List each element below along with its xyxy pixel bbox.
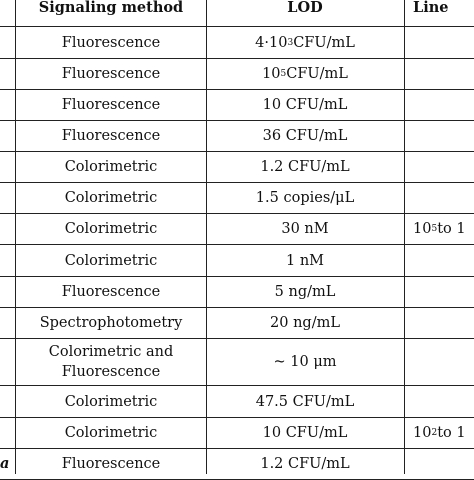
cell-linear-range-unit: to 1 [437,425,466,441]
cell-lod [206,90,404,120]
cell-linear-range: 10 2 to 1 [413,425,466,441]
cell-lod [206,152,404,182]
cell-signaling-method: Fluorescence [61,456,161,472]
cell-signaling-method: Fluorescence [61,34,161,51]
cell-lod-text: 1.2 CFU/mL [260,456,350,472]
cell-lod [206,121,404,151]
header-lod: LOD [287,0,323,16]
cell-lod-text: 5 ng/mL [274,284,336,300]
cell-lod-unit: CFU/mL [293,34,355,51]
cell-lod-text: 10 [262,66,281,82]
cell-signaling-method: Fluorescence [61,97,161,113]
cell-lod [206,277,404,307]
cell-lod-text: 47.5 CFU/mL [255,393,355,410]
cell-signaling-method: Fluorescence [61,66,161,82]
cell-lod [206,308,404,338]
cell-lod-text: 10 CFU/mL [262,425,348,441]
cell-signaling-method: Fluorescence [61,128,161,144]
cell-lod-text: 1 nM [285,252,325,269]
cell-signaling-method: Spectrophotometry [39,315,183,331]
cell-lod-text: 1.2 CFU/mL [260,159,350,175]
cell-lod-text: 36 CFU/mL [262,128,348,144]
header-signaling-method: Signaling method [38,0,184,16]
cell-linear-range-unit: to 1 [437,221,466,237]
cell-lod [206,418,404,448]
cell-lod [206,214,404,244]
cell-lod: 4·10 3 CFU/mL [255,34,355,51]
cell-linear-range-text: 10 [413,425,432,441]
cell-lod-text: ~ 10 μm [273,354,337,370]
cell-lod [206,339,404,385]
cell-linear-range: 10 5 to 1 [413,221,466,237]
cell-lod: 10 5 CFU/mL [262,66,348,82]
cropped-left-cell-text: a [0,455,10,472]
cell-lod-text: 1.5 copies/μL [255,190,355,206]
cell-lod-unit: CFU/mL [286,66,348,82]
cell-lod-text: 10 CFU/mL [262,97,348,113]
cell-signaling-method: Colorimetric and Fluorescence [48,344,174,380]
cell-signaling-method: Fluorescence [61,284,161,300]
cell-lod-text: 30 nM [281,221,329,237]
cell-signaling-method: Colorimetric [64,159,158,175]
cell-signaling-method: Colorimetric [64,252,158,269]
cell-lod [206,449,404,479]
header-linear-range: Line [413,0,449,16]
cell-lod-text: 4·10 [255,34,288,51]
cell-linear-range-text: 10 [413,221,432,237]
cell-signaling-method: Colorimetric [64,393,158,410]
cell-lod [206,245,404,276]
cell-lod-text: 20 ng/mL [270,315,340,331]
cell-lod [206,386,404,417]
cell-signaling-method: Colorimetric [64,425,158,441]
cell-signaling-method: Colorimetric [64,190,158,206]
cell-lod [206,183,404,213]
cell-signaling-method: Colorimetric [64,221,158,237]
